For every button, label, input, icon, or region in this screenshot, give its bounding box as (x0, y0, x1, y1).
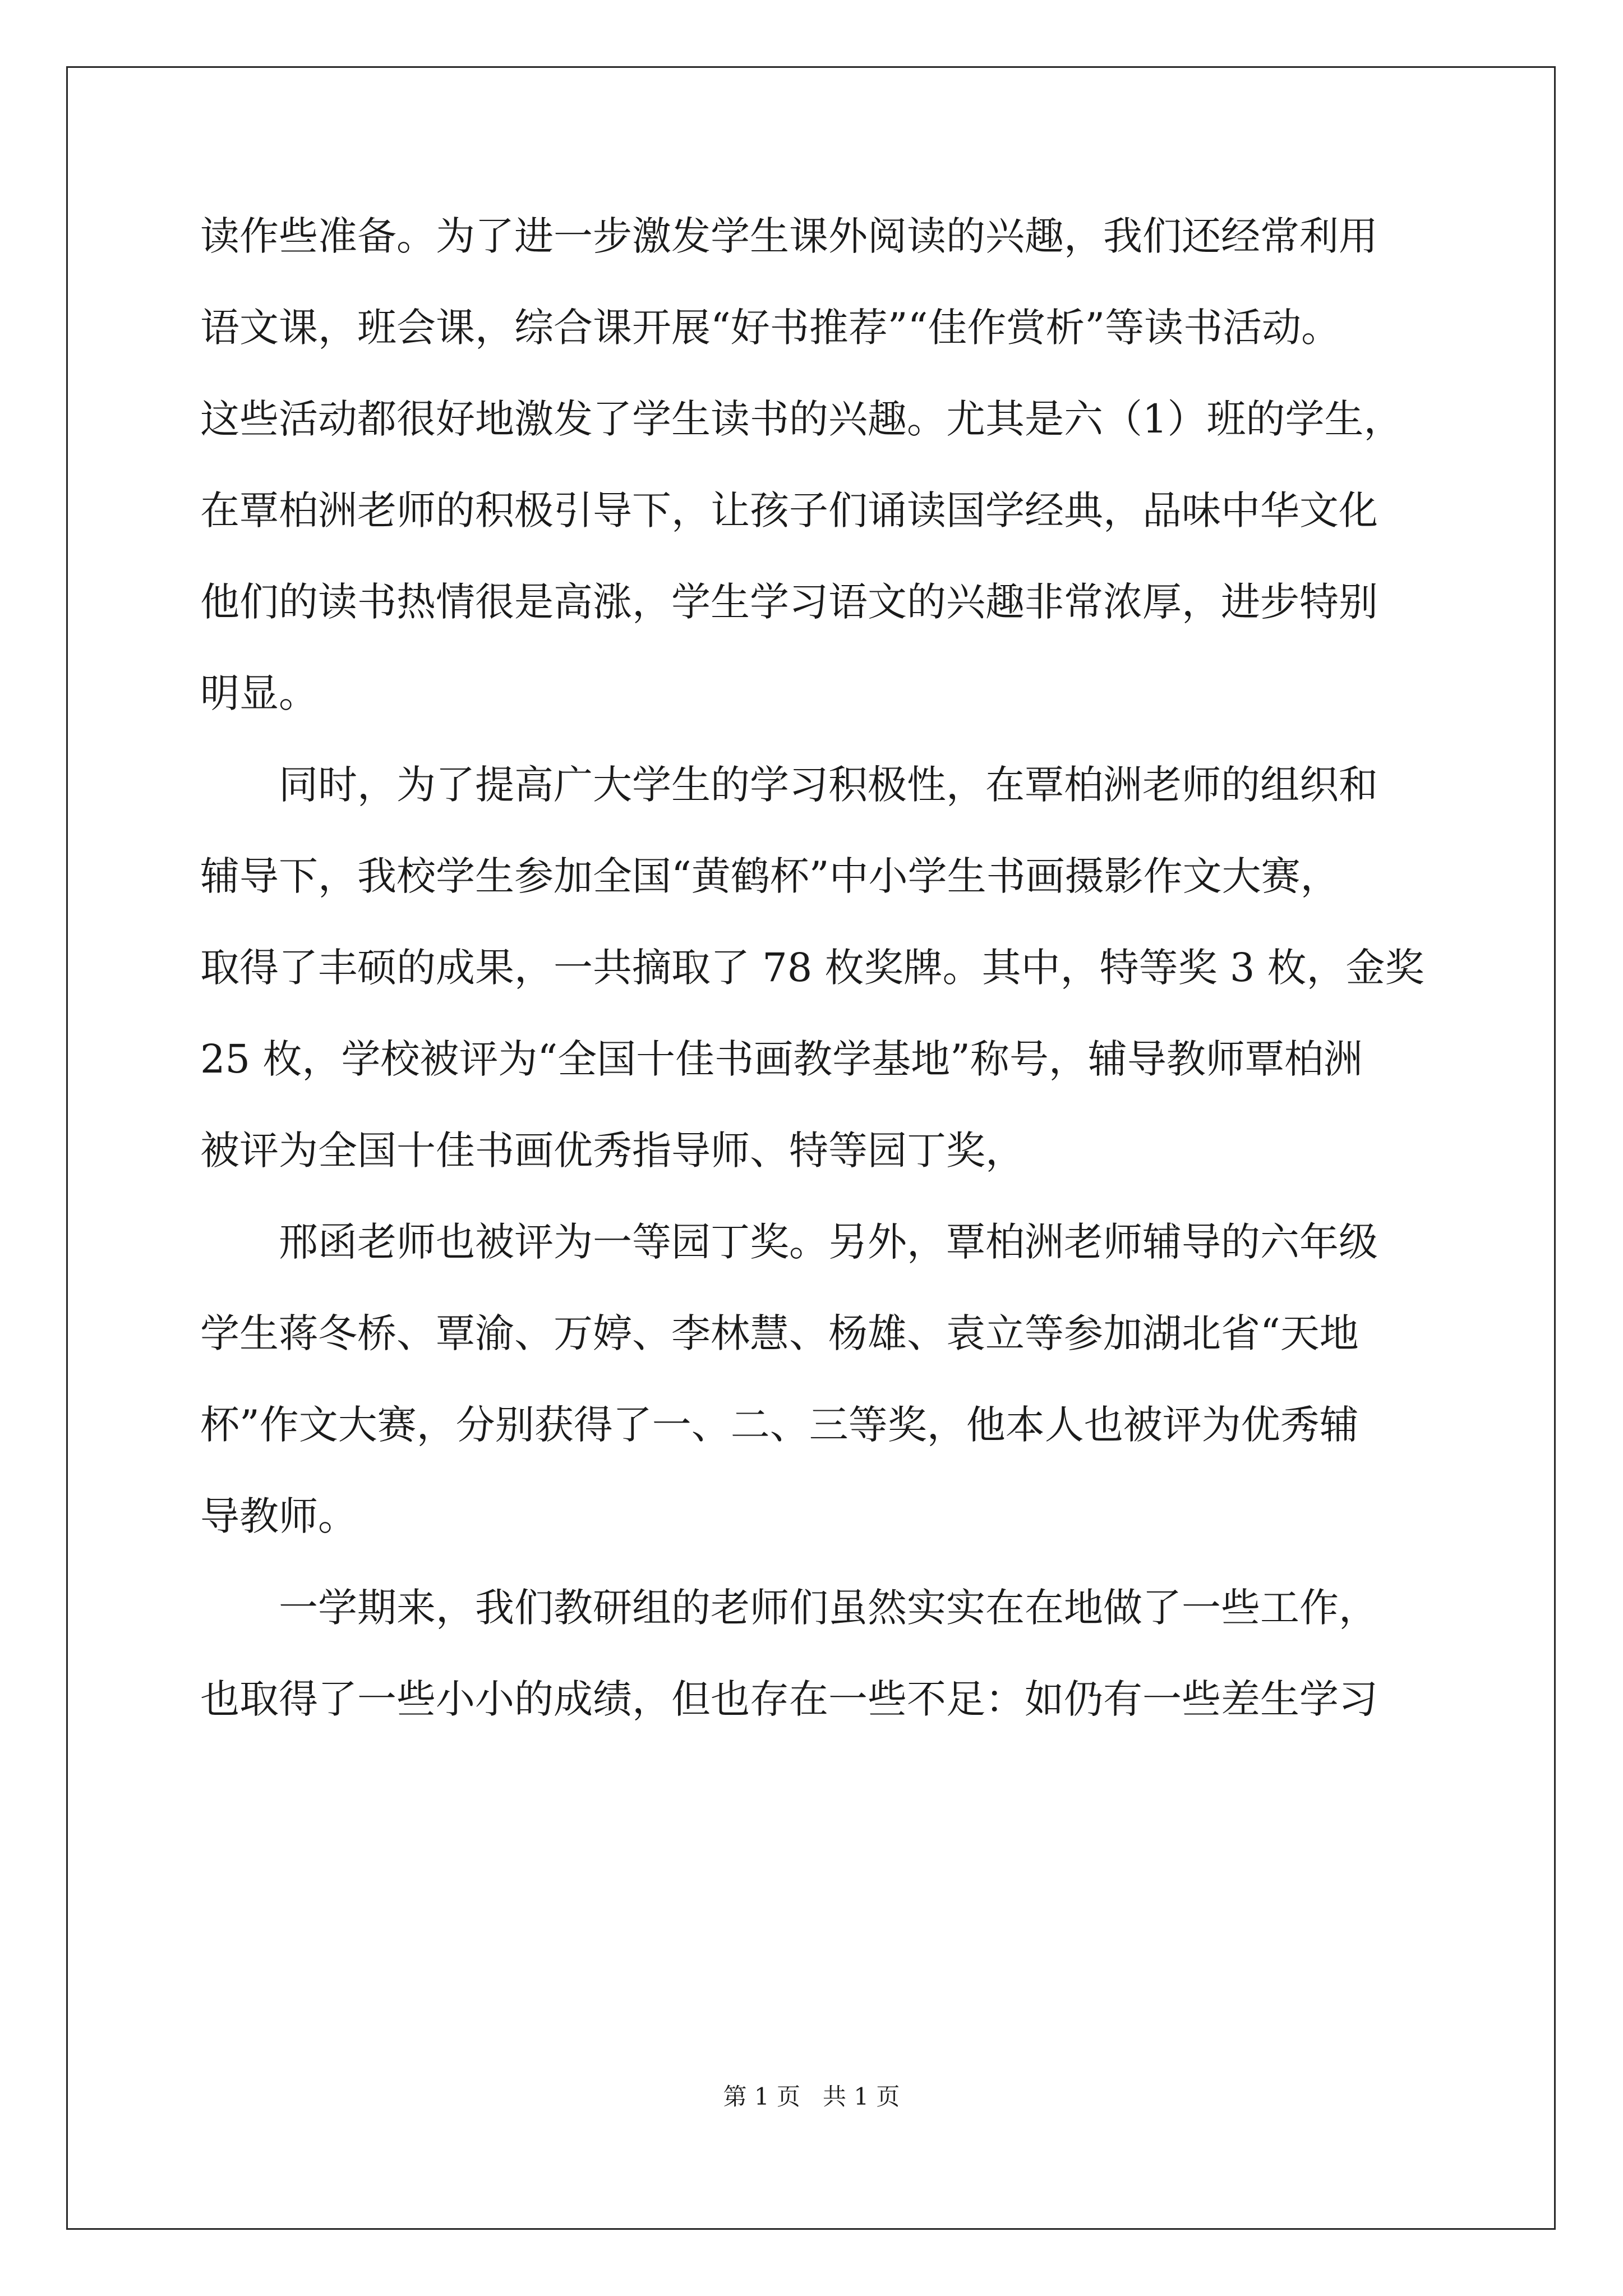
paragraph-1-line-1: 读作些准备。为了进一步激发学生课外阅读的兴趣，我们还经常利用 (200, 213, 1378, 259)
page-number-current: 第 1 页 (723, 2083, 800, 2110)
paragraph-2-line-3: 取得了丰硕的成果，一共摘取了 78 枚奖牌。其中，特等奖 3 枚，金奖 (200, 945, 1424, 991)
document-body (200, 191, 1423, 1745)
paragraph-3-line-2: 学生蒋冬桥、覃渝、万婷、李林慧、杨雄、袁立等参加湖北省“天地 (200, 1310, 1359, 1356)
paragraph-1-line-2: 语文课，班会课，综合课开展“好书推荐”“佳作赏析”等读书活动。 (200, 305, 1341, 351)
paragraph-1-line-4: 在覃柏洲老师的积极引导下，让孩子们诵读国学经典，品味中华文化 (200, 487, 1378, 533)
paragraph-2-line-5: 被评为全国十佳书画优秀指导师、特等园丁奖， (200, 1128, 1025, 1174)
paragraph-2-line-2: 辅导下，我校学生参加全国“黄鹤杯”中小学生书画摄影作文大赛， (200, 853, 1340, 899)
paragraph-3-line-1: 邢函老师也被评为一等园丁奖。另外，覃柏洲老师辅导的六年级 (279, 1219, 1378, 1265)
paragraph-3-line-4: 导教师。 (200, 1493, 357, 1539)
paragraph-4-line-2: 也取得了一些小小的成绩，但也存在一些不足：如仍有一些差生学习 (200, 1676, 1378, 1722)
paragraph-3-line-3: 杯”作文大赛，分别获得了一、二、三等奖，他本人也被评为优秀辅 (200, 1402, 1359, 1448)
paragraph-2-line-4: 25 枚，学校被评为“全国十佳书画教学基地”称号，辅导教师覃柏洲 (200, 1036, 1363, 1082)
paragraph-2-line-1: 同时，为了提高广大学生的学习积极性，在覃柏洲老师的组织和 (279, 762, 1378, 808)
paragraph-1-line-3: 这些活动都很好地激发了学生读书的兴趣。尤其是六（1）班的学生， (200, 396, 1403, 442)
paragraph-1-line-6: 明显。 (200, 670, 318, 716)
paragraph-1-line-5: 他们的读书热情很是高涨，学生学习语文的兴趣非常浓厚，进步特别 (200, 579, 1378, 625)
page-number-total: 共 1 页 (823, 2083, 900, 2110)
page-footer (0, 2080, 1623, 2114)
paragraph-4-line-1: 一学期来，我们教研组的老师们虽然实实在在地做了一些工作， (279, 1585, 1378, 1631)
